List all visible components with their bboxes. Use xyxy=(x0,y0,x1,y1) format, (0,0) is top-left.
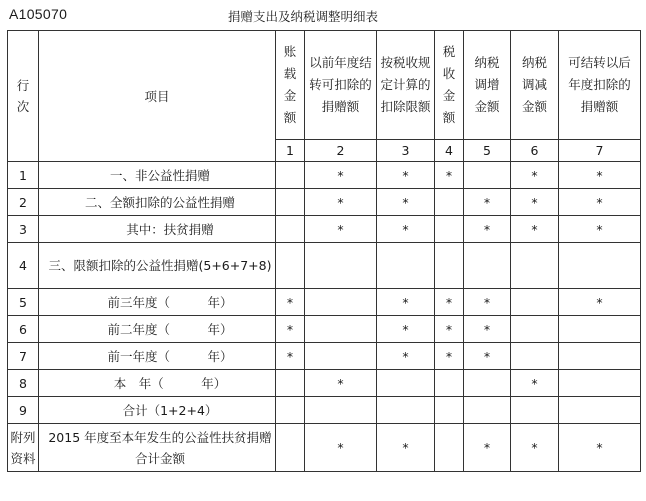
table-row xyxy=(8,216,641,243)
data-cell[interactable]: * xyxy=(559,424,641,472)
appendix-item: 2015 年度至本年发生的公益性扶贫捐赠合计金额 xyxy=(39,424,276,472)
data-cell[interactable]: * xyxy=(305,216,377,243)
col-number: 5 xyxy=(464,140,511,162)
data-cell[interactable]: * xyxy=(464,316,511,343)
row-number: 3 xyxy=(8,216,39,243)
row-no-header: 行次 xyxy=(8,31,39,162)
data-cell[interactable] xyxy=(464,162,511,189)
data-cell[interactable]: * xyxy=(276,343,305,370)
form-header xyxy=(0,0,646,30)
table-row xyxy=(8,316,641,343)
data-cell[interactable]: * xyxy=(464,289,511,316)
data-cell[interactable] xyxy=(276,162,305,189)
col-number: 6 xyxy=(511,140,559,162)
data-cell[interactable] xyxy=(305,397,377,424)
data-cell[interactable] xyxy=(305,243,377,289)
data-cell[interactable] xyxy=(377,397,435,424)
col7-header: 可结转以后年度扣除的捐赠额 xyxy=(559,31,641,140)
data-cell[interactable]: * xyxy=(305,189,377,216)
col3-header: 按税收规定计算的扣除限额 xyxy=(377,31,435,140)
item-header: 项目 xyxy=(39,31,276,162)
table-row xyxy=(8,162,641,189)
data-cell[interactable] xyxy=(377,370,435,397)
data-cell[interactable]: * xyxy=(511,370,559,397)
data-cell[interactable] xyxy=(511,343,559,370)
data-cell[interactable]: * xyxy=(464,216,511,243)
table-row xyxy=(8,289,641,316)
data-cell[interactable]: * xyxy=(377,424,435,472)
row-number: 9 xyxy=(8,397,39,424)
data-cell[interactable]: * xyxy=(377,189,435,216)
table-row xyxy=(8,243,641,289)
data-cell[interactable]: * xyxy=(511,162,559,189)
data-cell[interactable] xyxy=(559,343,641,370)
data-cell[interactable]: * xyxy=(305,162,377,189)
data-cell[interactable] xyxy=(464,370,511,397)
table-row xyxy=(8,370,641,397)
data-cell[interactable]: * xyxy=(377,343,435,370)
data-cell[interactable]: * xyxy=(435,162,464,189)
data-cell[interactable] xyxy=(276,216,305,243)
row-item: 前三年度（ 年） xyxy=(39,289,276,316)
row-item: 三、限额扣除的公益性捐赠(5+6+7+8) xyxy=(39,243,276,289)
row-item: 其中：扶贫捐赠 xyxy=(39,216,276,243)
row-number: 2 xyxy=(8,189,39,216)
row-number: 1 xyxy=(8,162,39,189)
data-cell[interactable]: * xyxy=(511,424,559,472)
row-item: 合计（1+2+4） xyxy=(39,397,276,424)
col-number: 3 xyxy=(377,140,435,162)
col-number: 1 xyxy=(276,140,305,162)
data-cell[interactable] xyxy=(276,424,305,472)
data-cell[interactable]: * xyxy=(276,289,305,316)
data-cell[interactable]: * xyxy=(377,162,435,189)
data-cell[interactable] xyxy=(276,243,305,289)
form-code: A105070 xyxy=(9,6,68,22)
row-item: 二、全额扣除的公益性捐赠 xyxy=(39,189,276,216)
col-number: 7 xyxy=(559,140,641,162)
data-cell[interactable] xyxy=(276,370,305,397)
data-cell[interactable] xyxy=(559,316,641,343)
row-number: 8 xyxy=(8,370,39,397)
data-cell[interactable] xyxy=(511,316,559,343)
col-number: 2 xyxy=(305,140,377,162)
appendix-row xyxy=(8,424,641,472)
data-cell[interactable] xyxy=(559,243,641,289)
table-body xyxy=(8,31,641,472)
col1-header: 账载金额 xyxy=(276,31,305,140)
data-cell[interactable] xyxy=(435,216,464,243)
data-cell[interactable] xyxy=(464,243,511,289)
data-cell[interactable]: * xyxy=(511,189,559,216)
table-row xyxy=(8,397,641,424)
col2-header: 以前年度结转可扣除的捐赠额 xyxy=(305,31,377,140)
data-cell[interactable] xyxy=(276,189,305,216)
data-cell[interactable]: * xyxy=(511,216,559,243)
table-row xyxy=(8,189,641,216)
donation-table xyxy=(7,30,641,472)
data-cell[interactable] xyxy=(464,397,511,424)
data-cell[interactable]: * xyxy=(377,216,435,243)
data-cell[interactable]: * xyxy=(559,289,641,316)
row-item: 本 年（ 年） xyxy=(39,370,276,397)
header-row xyxy=(8,31,641,140)
table-row xyxy=(8,343,641,370)
data-cell[interactable]: * xyxy=(305,370,377,397)
data-cell[interactable] xyxy=(305,289,377,316)
data-cell[interactable] xyxy=(511,289,559,316)
data-cell[interactable] xyxy=(435,424,464,472)
data-cell[interactable]: * xyxy=(464,343,511,370)
row-number: 5 xyxy=(8,289,39,316)
row-item: 前一年度（ 年） xyxy=(39,343,276,370)
col4-header: 税收金额 xyxy=(435,31,464,140)
row-number: 6 xyxy=(8,316,39,343)
data-cell[interactable] xyxy=(435,243,464,289)
row-number: 4 xyxy=(8,243,39,289)
data-cell[interactable]: * xyxy=(559,162,641,189)
data-cell[interactable]: * xyxy=(559,216,641,243)
data-cell[interactable]: * xyxy=(435,289,464,316)
data-cell[interactable]: * xyxy=(464,424,511,472)
data-cell[interactable] xyxy=(435,397,464,424)
appendix-label: 附列资料 xyxy=(8,424,39,472)
data-cell[interactable]: * xyxy=(464,189,511,216)
data-cell[interactable] xyxy=(435,189,464,216)
data-cell[interactable] xyxy=(435,370,464,397)
row-number: 7 xyxy=(8,343,39,370)
data-cell[interactable] xyxy=(559,370,641,397)
data-cell[interactable] xyxy=(511,243,559,289)
col5-header: 纳税调增金额 xyxy=(464,31,511,140)
row-item: 一、非公益性捐赠 xyxy=(39,162,276,189)
data-cell[interactable] xyxy=(305,316,377,343)
col-number: 4 xyxy=(435,140,464,162)
data-cell[interactable]: * xyxy=(305,424,377,472)
data-cell[interactable]: * xyxy=(377,289,435,316)
data-cell[interactable]: * xyxy=(276,316,305,343)
row-item: 前二年度（ 年） xyxy=(39,316,276,343)
data-cell[interactable]: * xyxy=(435,316,464,343)
col6-header: 纳税调减金额 xyxy=(511,31,559,140)
data-cell[interactable] xyxy=(276,397,305,424)
data-cell[interactable] xyxy=(559,397,641,424)
data-cell[interactable] xyxy=(377,243,435,289)
data-cell[interactable] xyxy=(305,343,377,370)
data-cell[interactable] xyxy=(511,397,559,424)
data-cell[interactable]: * xyxy=(559,189,641,216)
data-cell[interactable]: * xyxy=(435,343,464,370)
data-cell[interactable]: * xyxy=(377,316,435,343)
form-title: 捐赠支出及纳税调整明细表 xyxy=(228,9,379,24)
